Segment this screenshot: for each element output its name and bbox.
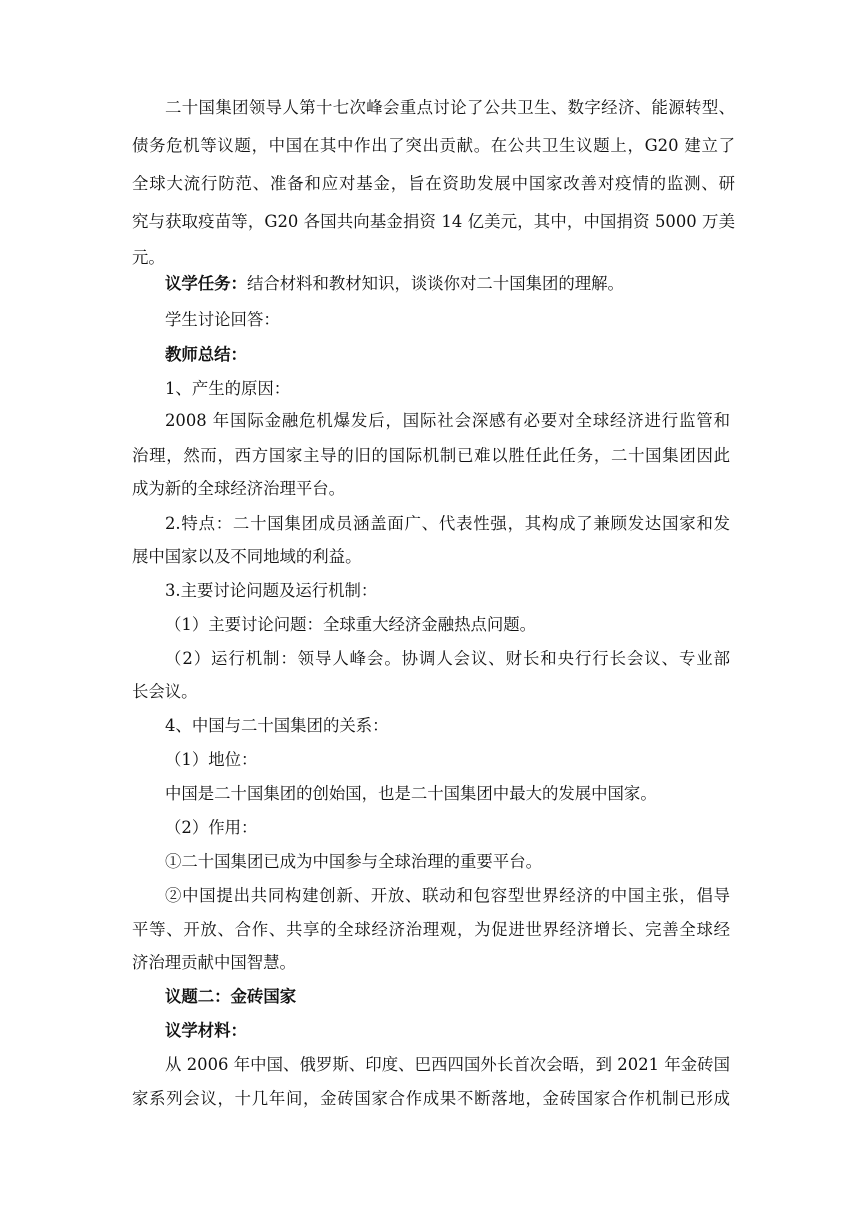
paragraph-line: 展中国家以及不同地域的利益。 (132, 547, 362, 566)
paragraph-line: （2）作用： (165, 818, 258, 837)
paragraph-line: 究与获取疫苗等，G20 各国共向基金捐资 14 亿美元，其中，中国捐资 5000 万美 (132, 212, 735, 231)
paragraph-line: 全球大流行防范、准备和应对基金，旨在资助发展中国家改善对疫情的监测、研 (132, 174, 735, 193)
paragraph-line: 从 2006 年中国、俄罗斯、印度、巴西四国外长首次会晤，到 2021 年金砖国 (165, 1055, 730, 1074)
paragraph-line: 2.特点：二十国集团成员涵盖面广、代表性强，其构成了兼顾发达国家和发 (165, 514, 730, 533)
paragraph-line: （2）运行机制：领导人峰会。协调人会议、财长和央行行长会议、专业部 (165, 649, 730, 668)
paragraph-line: ②中国提出共同构建创新、开放、联动和包容型世界经济的中国主张，倡导 (165, 886, 730, 905)
paragraph-line: 济治理贡献中国智慧。 (132, 953, 296, 972)
section-heading: 议学材料： (165, 1021, 247, 1040)
paragraph-line: 3.主要讨论问题及运行机制： (165, 581, 378, 600)
paragraph-line: 家系列会议，十几年间，金砖国家合作成果不断落地，金砖国家合作机制已形成 (132, 1089, 730, 1108)
paragraph-line: （1）主要讨论问题：全球重大经济金融热点问题。 (165, 615, 537, 634)
paragraph-line: 成为新的全球经济治理平台。 (132, 479, 346, 498)
paragraph-line: （1）地位： (165, 750, 258, 769)
paragraph-line: 治理，然而，西方国家主导的旧的国际机制已难以胜任此任务，二十国集团因此 (132, 446, 730, 465)
task-label: 议学任务： (165, 274, 247, 293)
paragraph-line: 债务危机等议题，中国在其中作出了突出贡献。在公共卫生议题上，G20 建立了 (132, 136, 735, 155)
paragraph-line: 4、中国与二十国集团的关系： (165, 716, 389, 735)
paragraph-line: 1、产生的原因： (165, 379, 291, 398)
paragraph-line: 2008 年国际金融危机爆发后，国际社会深感有必要对全球经济进行监管和 (165, 411, 730, 430)
task-text: 结合材料和教材知识，谈谈你对二十国集团的理解。 (246, 274, 624, 293)
section-heading: 教师总结： (165, 345, 247, 364)
paragraph-line: 中国是二十国集团的创始国，也是二十国集团中最大的发展中国家。 (165, 784, 657, 803)
section-heading: 议题二：金砖国家 (165, 987, 297, 1006)
paragraph-line: 元。 (132, 248, 165, 267)
paragraph-line: 平等、开放、合作、共享的全球经济治理观，为促进世界经济增长、完善全球经 (132, 920, 730, 939)
paragraph-line: 长会议。 (132, 682, 198, 701)
paragraph-line: 二十国集团领导人第十七次峰会重点讨论了公共卫生、数字经济、能源转型、 (165, 98, 735, 117)
task-line (165, 271, 624, 297)
paragraph-line: 学生讨论回答： (165, 310, 280, 329)
paragraph-line: ①二十国集团已成为中国参与全球治理的重要平台。 (165, 852, 542, 871)
